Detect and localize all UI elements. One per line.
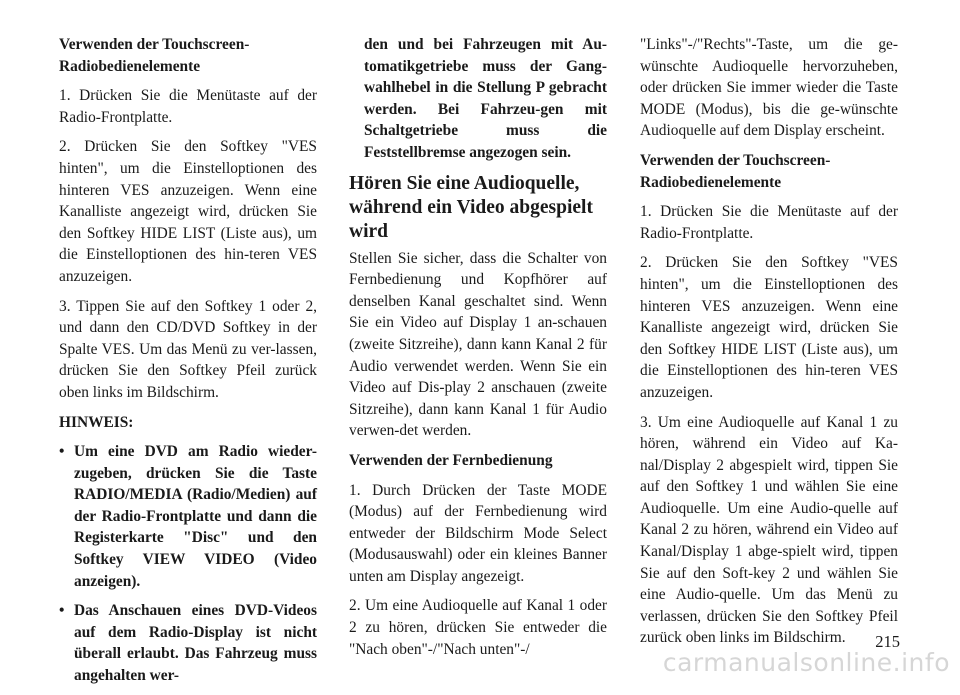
note-text: Das Anschauen eines DVD-Videos auf dem Radio-Display ist nicht überall erlaubt. Das Fahrzeug muss angehalten wer- [74, 602, 317, 685]
step-2: 2. Drücken Sie den Softkey "VES hinten", um die Einstelloptionen des hinteren VES anzuzeigen. Wenn eine Kanalliste angezeigt wird, drücken Sie den Softkey HIDE LIST (Liste aus), um die Einstelloptionen des hin-teren VES anzuzeigen. [59, 138, 317, 285]
column-middle [349, 34, 607, 668]
column-left [59, 34, 317, 695]
note-text: Um eine DVD am Radio wieder-zugeben, drücken Sie die Taste RADIO/MEDIA (Radio/Medien) auf der Radio-Frontplatte und dann die Registerkarte "Disc" und den Softkey VIEW VIDEO (Video anzeigen). [74, 443, 317, 590]
remote-step-2-continuation: "Links"-/"Rechts"-Taste, um die ge-wünschte Audioquelle hervorzuheben, oder drücken Sie immer wieder die Taste MODE (Modus), bis die ge-wünschte Audioquelle auf dem Display erscheint. [640, 36, 898, 140]
step-3b: 3. Um eine Audioquelle auf Kanal 1 zu hören, während ein Video auf Ka-nal/Display 2 abgespielt wird, tippen Sie auf den Softkey 1 und wählen Sie eine Audioquelle. Um eine Audio-quelle auf Kanal 2 zu hören, während ein Video auf Kanal/Display 1 abge-spielt wird, tippen Sie auf den Soft-key 2 und wählen Sie eine Audio-quelle. Um das Menü zu verlassen, drücken Sie den Softkey Pfeil zurück oben links im Bildschirm. [640, 413, 898, 647]
step-1b: 1. Drücken Sie die Menütaste auf der Radio-Frontplatte. [640, 203, 898, 242]
note-item-dvd-playback [59, 441, 317, 592]
section-title: Hören Sie eine Audioquelle, während ein Video abgespielt wird [349, 172, 593, 242]
section-intro: Stellen Sie sicher, dass die Schalter von Fernbedienung und Kopfhörer auf denselben Kanal geschaltet sind. Wenn Sie ein Video auf Display 1 an-schauen (zweite Sitzreihe), dann kann Kanal 2 für Audio verwendet werden. Wenn Sie ein Video auf Dis-play 2 anschauen (zweite Sitzreihe), dann kann Kanal 1 für Audio verwen-det werden. [349, 249, 607, 440]
page-number: 215 [875, 632, 900, 651]
step-1: 1. Drücken Sie die Menütaste auf der Radio-Frontplatte. [59, 87, 317, 126]
watermark: carmanualsonline.info [662, 648, 950, 677]
step-2b: 2. Drücken Sie den Softkey "VES hinten", um die Einstelloptionen des hinteren VES anzuzeigen. Wenn eine Kanalliste angezeigt wird, drücken Sie den Softkey HIDE LIST (Liste aus), um die Einstelloptionen des hin-teren VES anzuzeigen. [640, 254, 898, 401]
note-continuation: den und bei Fahrzeugen mit Au-tomatikgetriebe muss der Gang-wahlhebel in die Stellung P gebracht werden. Bei Fahrzeu-gen mit Schaltgetriebe muss die Feststellbremse angezogen sein. [364, 36, 607, 161]
touchscreen-heading-2: Verwenden der Touchscreen-Radiobedienelemente [640, 151, 831, 191]
touchscreen-heading: Verwenden der Touchscreen-Radiobedienelemente [59, 36, 250, 75]
remote-step-1: 1. Durch Drücken der Taste MODE (Modus) auf der Fernbedienung wird entweder der Bildschirm Mode Select (Modusauswahl) oder ein kleines Banner unten am Display angezeigt. [349, 481, 607, 585]
bullet-icon: • [59, 443, 65, 461]
remote-heading: Verwenden der Fernbedienung [349, 451, 553, 469]
bullet-icon: • [59, 602, 65, 620]
column-right [640, 34, 898, 657]
step-3: 3. Tippen Sie auf den Softkey 1 oder 2, und dann den CD/DVD Softkey in der Spalte VES. Um das Menü zu ver-lassen, drücken Sie den Softkey Pfeil zurück oben links im Bildschirm. [59, 297, 317, 401]
remote-step-2: 2. Um eine Audioquelle auf Kanal 1 oder 2 zu hören, drücken Sie entweder die "Nach oben"-/"Nach unten"-/ [349, 597, 607, 658]
note-label: HINWEIS: [59, 413, 134, 431]
